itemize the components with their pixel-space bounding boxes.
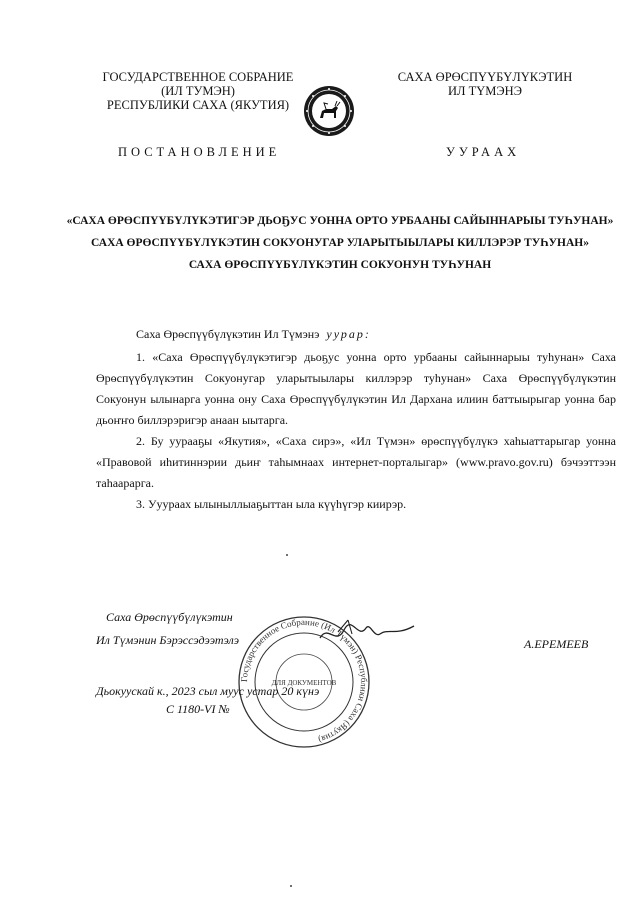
title-line-1: «САХА ӨРӨСПҮҮБҮЛҮКЭТИГЭР ДЬОҔУС УОННА ОРТО УРБААНЫ САЙЫННАРЫЫ ТУҺУНАН» <box>66 215 614 227</box>
intro-line <box>136 327 371 342</box>
title-line-2: САХА ӨРӨСПҮҮБҮЛҮКЭТИН СОКУОНУГАР УЛАРЫТЫЫЛАРЫ КИЛЛЭРЭР ТУҺУНАН» <box>91 237 589 249</box>
body <box>96 347 616 515</box>
place-date: Дьокуускай к., 2023 сыл муус устар 20 күнэ <box>96 684 320 698</box>
handwritten-signature <box>318 616 418 650</box>
signatory-name: А.ЕРЕМЕЕВ <box>524 637 589 651</box>
signatory-position-line-2: Ил Түмэнин Бэрэссэдээтэлэ <box>96 633 240 647</box>
intro-emphasis: уурар: <box>326 327 371 341</box>
header-right-line: ИЛ ТҮМЭНЭ <box>448 84 522 98</box>
scan-dot <box>286 554 288 556</box>
paragraph-2: 2. Бу уурааҕы «Якутия», «Саха сирэ», «Ил Түмэн» өрөспүүбүлүкэ хаһыаттарыгар уонна «Правовой иһитиннэрии дьиҥ таһымнаах интернет-порталыгар» (www.pravo.gov.ru) бэчээттээн таһаарарга. <box>96 434 616 490</box>
header-left-line: (ИЛ ТУМЭН) <box>161 84 235 98</box>
scan-dot <box>290 885 292 887</box>
title-line-3: САХА ӨРӨСПҮҮБҮЛҮКЭТИН СОКУОНУН ТУҺУНАН <box>188 259 492 271</box>
document-number: С 1180-VI № <box>166 702 230 716</box>
stamp-ring-text: Государственное Собрание (Ил Түмэн) Республики Саха (Якутия) <box>238 616 370 746</box>
header-right-line: САХА ӨРӨСПҮҮБҮЛҮКЭТИН <box>397 70 573 84</box>
header-left-line: РЕСПУБЛИКИ САХА (ЯКУТИЯ) <box>106 98 290 112</box>
emblem-icon <box>302 84 356 138</box>
paragraph-3: 3. Ууураах ылыныллыаҕыттан ыла күүһүгэр киирэр. <box>136 497 407 511</box>
doctype-left: ПОСТАНОВЛЕНИЕ <box>118 145 281 159</box>
stamp-center-text: ДЛЯ ДОКУМЕНТОВ <box>271 679 337 687</box>
doctype-right: УУРААХ <box>446 145 521 159</box>
signatory-position-line-1: Саха Өрөспүүбүлүкэтин <box>106 610 233 624</box>
header-left-org <box>88 70 308 112</box>
header-right-org <box>380 70 590 98</box>
paragraph-1: 1. «Саха Өрөспүүбүлүкэтигэр дьоҕус уонна орто урбааны сайыннарыы туһунан» Саха Өрөспүүбүлүкэтин Сокуонугар уларытыылары киллэрэр туһунан» Саха Өрөспүүбүлүкэтин Сокуонун ылынарга уонна ону Саха Өрөспүүбүлүкэтин Ил Дархана илиин баттыырыгар уонна бар дьоҥҥо биллэрэригэр анаан ыытарга. <box>96 350 616 427</box>
header-left-line: ГОСУДАРСТВЕННОЕ СОБРАНИЕ <box>102 70 294 84</box>
intro-text: Саха Өрөспүүбүлүкэтин Ил Түмэнэ <box>136 327 320 341</box>
